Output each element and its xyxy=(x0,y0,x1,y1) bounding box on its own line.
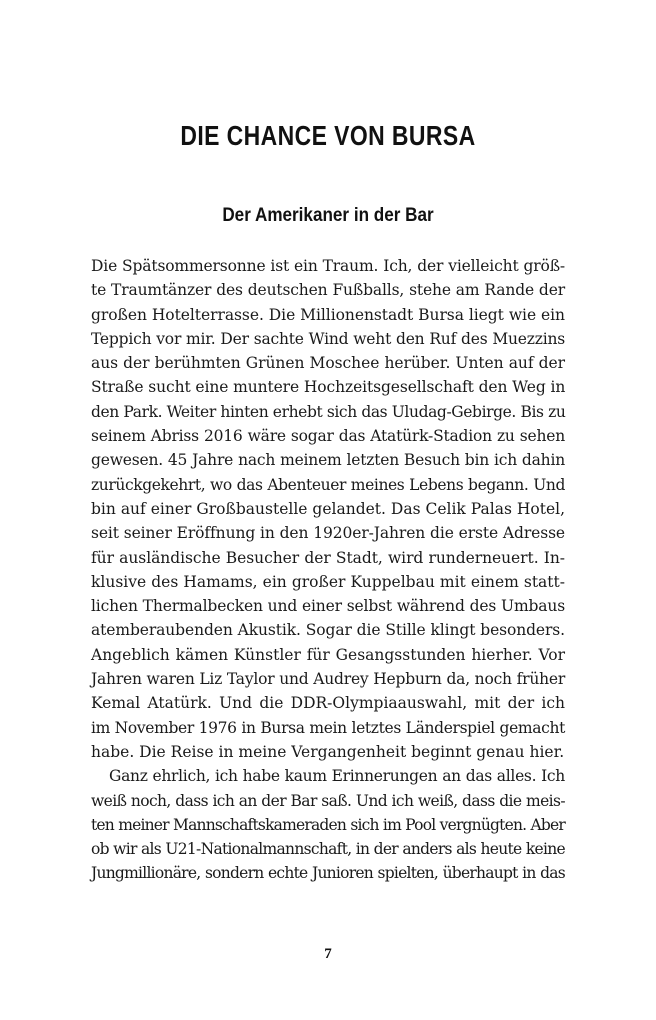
text-line: weiß noch, dass ich an der Bar saß. Und ich weiß, dass die meis- xyxy=(91,791,565,810)
text-line: te Traumtänzer des deutschen Fußballs, stehe am Rande der xyxy=(91,281,565,300)
text-line: Kemal Atatürk. Und die DDR-Olympiaauswahl, mit der ich xyxy=(91,694,565,713)
text-line: bin auf einer Großbaustelle gelandet. Das Celik Palas Hotel, xyxy=(91,499,565,518)
chapter-title: DIE CHANCE VON BURSA xyxy=(180,120,476,151)
text-line: zurückgekehrt, wo das Abenteuer meines Lebens begann. Und xyxy=(91,475,565,494)
text-line: gewesen. 45 Jahre nach meinem letzten Besuch bin ich dahin xyxy=(91,451,565,470)
text-line: Ganz ehrlich, ich habe kaum Erinnerungen an das alles. Ich xyxy=(109,767,565,786)
text-line: Straße sucht eine muntere Hochzeitsgesellschaft den Weg in xyxy=(91,378,566,397)
section-title: Der Amerikaner in der Bar xyxy=(222,205,434,226)
text-line: für ausländische Besucher der Stadt, wird runderneuert. In- xyxy=(91,548,565,567)
paragraph-2 xyxy=(91,764,565,885)
text-line: den Park. Weiter hinten erhebt sich das Uludag-Gebirge. Bis zu xyxy=(91,402,566,421)
text-line: klusive des Hamams, ein großer Kuppelbau mit einem statt- xyxy=(91,572,565,591)
text-line: ob wir als U21-Nationalmannschaft, in der anders als heute keine xyxy=(91,840,565,859)
text-line: Teppich vor mir. Der sachte Wind weht den Ruf des Muezzins xyxy=(91,329,565,348)
text-line: seinem Abriss 2016 wäre sogar das Atatürk-Stadion zu sehen xyxy=(91,427,565,446)
text-line: Jahren waren Liz Taylor und Audrey Hepburn da, noch früher xyxy=(91,670,566,689)
paragraph-1 xyxy=(91,254,565,764)
text-line: ten meiner Mannschaftskameraden sich im Pool vergnügten. Aber xyxy=(91,815,565,834)
page-number: 7 xyxy=(324,946,332,962)
text-line: Angeblich kämen Künstler für Gesangsstunden hierher. Vor xyxy=(91,645,565,664)
body-text xyxy=(91,254,565,886)
text-line: habe. Die Reise in meine Vergangenheit beginnt genau hier. xyxy=(91,742,565,761)
text-line: im November 1976 in Bursa mein letztes Länderspiel gemacht xyxy=(91,718,565,737)
text-line: lichen Thermalbecken und einer selbst während des Umbaus xyxy=(91,597,565,616)
text-line: atemberaubenden Akustik. Sogar die Stille klingt besonders. xyxy=(91,621,565,640)
text-line: Jungmillionäre, sondern echte Junioren spielten, überhaupt in das xyxy=(91,864,565,883)
text-line: großen Hotelterrasse. Die Millionenstadt Bursa liegt wie ein xyxy=(91,305,565,324)
text-line: Die Spätsommersonne ist ein Traum. Ich, der vielleicht größ- xyxy=(91,257,565,275)
text-line: aus der berühmten Grünen Moschee herüber. Unten auf der xyxy=(91,354,565,373)
text-line: seit seiner Eröffnung in den 1920er-Jahren die erste Adresse xyxy=(91,524,565,543)
